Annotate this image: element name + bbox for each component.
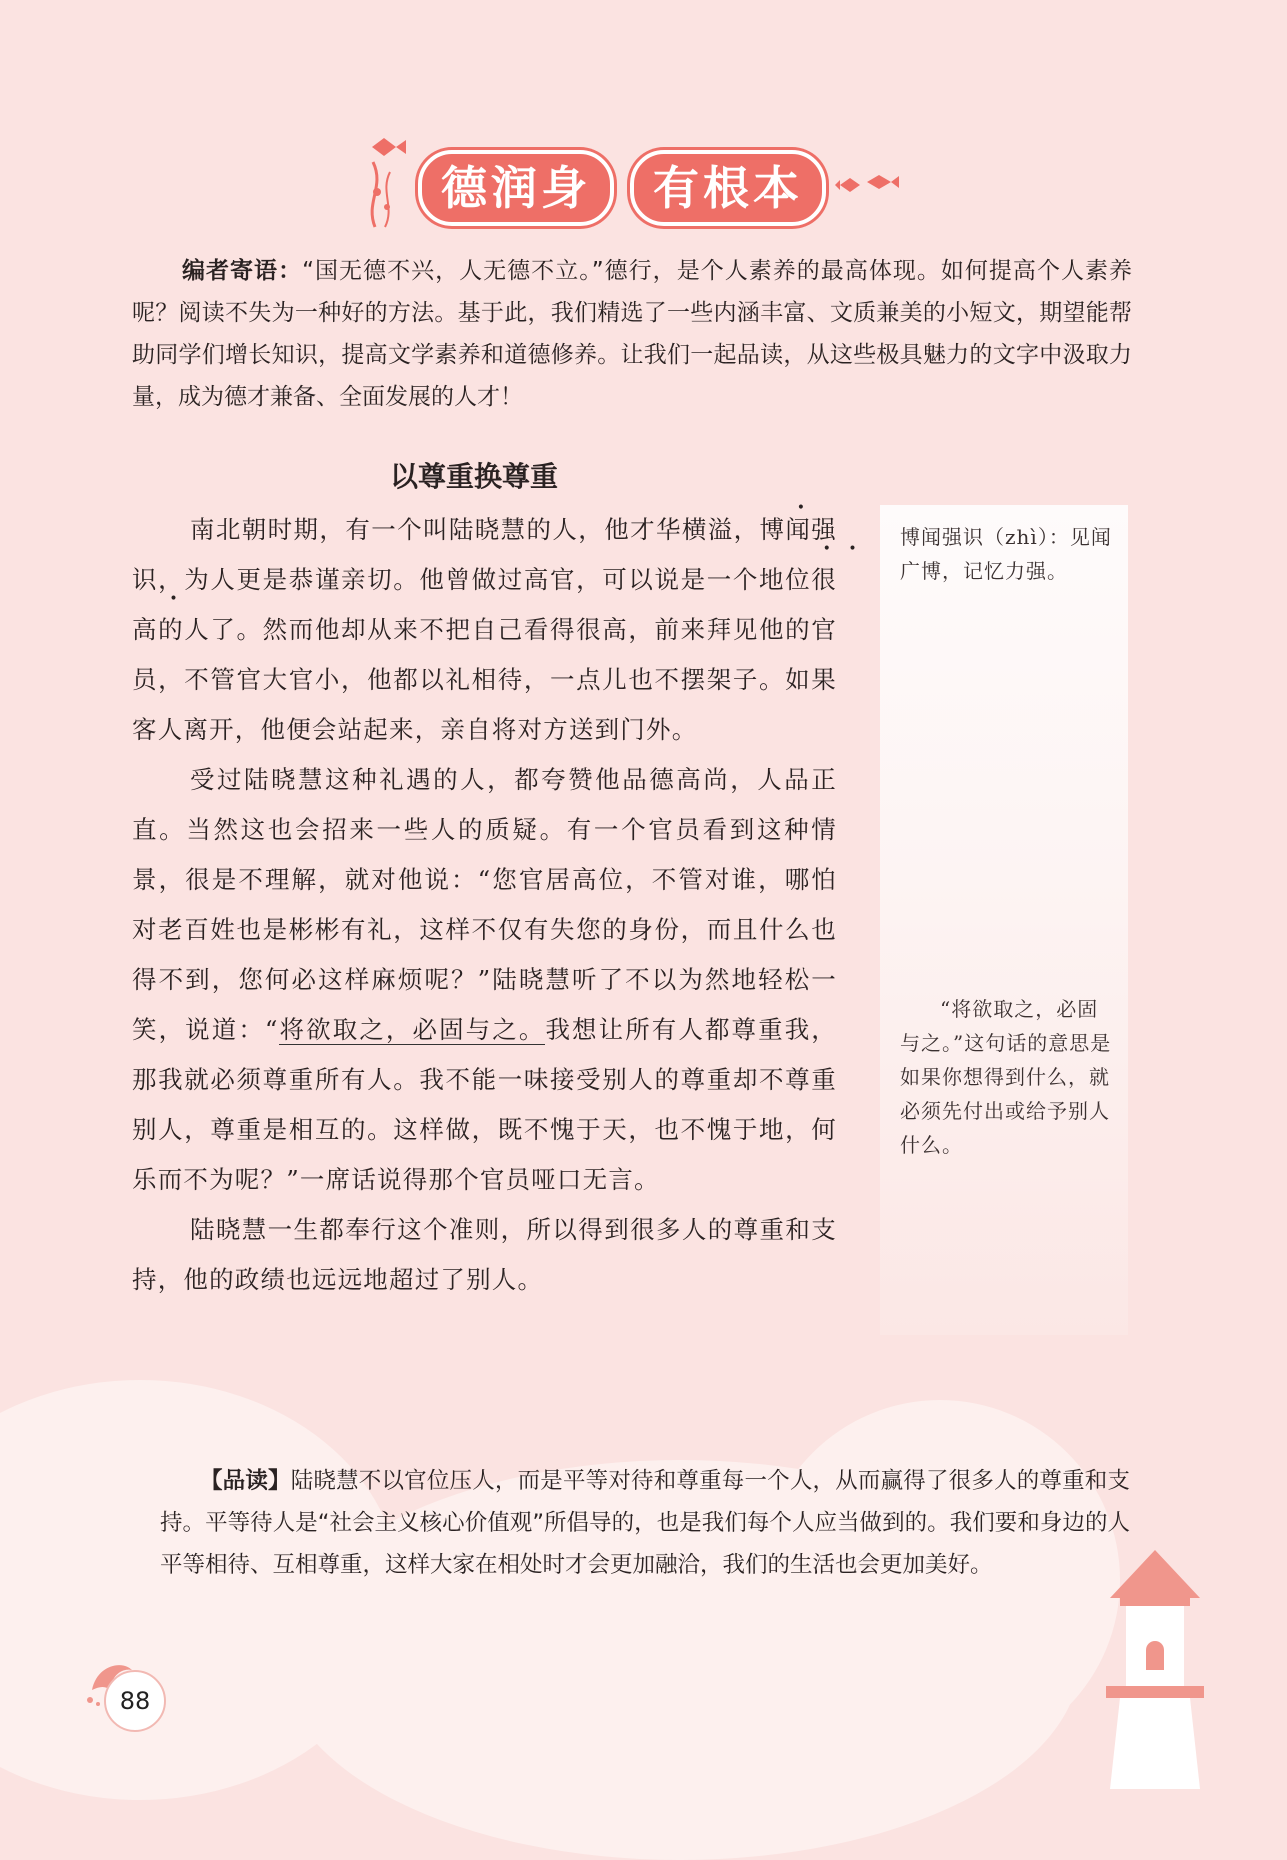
page-header xyxy=(0,150,1287,230)
fish-icon xyxy=(362,132,422,162)
emphasized-char: 强 xyxy=(811,515,837,544)
annotation-note-2: “将欲取之，必固与之。”这句话的意思是如果你想得到什么，就必须先付出或给予别人什么。 xyxy=(900,997,1112,1157)
editor-note xyxy=(132,250,1132,418)
emphasized-char: 识 xyxy=(132,565,159,594)
paragraph-text: 受过陆晓慧这种礼遇的人，都夸赞他品德高尚，人品正直。当然这也会招来一些人的质疑。有一个官员看到这种情景，很是不理解，就对他说：“您官居高位，不管对谁，哪怕对老百姓也是彬彬有礼，这样不仅有失您的身份，而且什么也得不到，您何必这样麻烦呢？”陆晓慧听了不以为然地轻松一笑，说道：“ xyxy=(132,765,837,1044)
reflection-text: 陆晓慧不以官位压人，而是平等对待和尊重每一个人，从而赢得了很多人的尊重和支持。平等待人是“社会主义核心价值观”所倡导的，也是我们每个人应当做到的。我们要和身边的人平等相待、互相尊重，这样大家在相处时才会更加融洽，我们的生活也会更加美好。 xyxy=(160,1468,1130,1578)
article-body xyxy=(132,505,837,1305)
article-paragraph xyxy=(132,755,837,1205)
title-part-1: 德润身 xyxy=(418,150,614,226)
emphasized-char: 博 xyxy=(759,515,786,544)
article-title: 以尊重换尊重 xyxy=(390,460,559,493)
reading-reflection xyxy=(160,1460,1130,1586)
paragraph-text: 我想让所有人都尊重我，那我就必须尊重所有人。我不能一味接受别人的尊重却不尊重别人，尊重是相互的。这样做，既不愧于天，也不愧于地，何乐而不为呢？”一席话说得那个官员哑口无言。 xyxy=(132,1015,838,1194)
annotation-note-1: 博闻强识（zhì）：见闻广博，记忆力强。 xyxy=(900,525,1112,583)
paragraph-text: ，为人更是恭谨亲切。他曾做过高官，可以说是一个地位很高的人了。然而他却从来不把自己看得很高，前来拜见他的官员，不管官大官小，他都以礼相待，一点儿也不摆架子。如果客人离开，他便会站起来，亲自将对方送到门外。 xyxy=(132,565,838,744)
annotation-column xyxy=(880,505,1128,1335)
reflection-label: 【品读】 xyxy=(200,1468,291,1494)
article-paragraph: 陆晓慧一生都奉行这个准则，所以得到很多人的尊重和支持，他的政绩也远远地超过了别人。 xyxy=(132,1215,837,1294)
underlined-quote: 将欲取之，必固与之。 xyxy=(278,1015,546,1044)
title-part-2: 有根本 xyxy=(630,150,826,226)
article-paragraph xyxy=(132,505,837,755)
fish-icon xyxy=(835,170,905,200)
emphasized-char: 闻 xyxy=(785,515,812,544)
editor-note-label: 编者寄语： xyxy=(182,258,303,284)
lighthouse-icon xyxy=(1100,1550,1210,1789)
paragraph-text: 南北朝时期，有一个叫陆晓慧的人，他才华横溢， xyxy=(190,515,760,544)
editor-note-text: “国无德不兴，人无德不立。”德行，是个人素养的最高体现。如何提高个人素养呢？阅读不失为一种好的方法。基于此，我们精选了一些内涵丰富、文质兼美的小短文，期望能帮助同学们增长知识，提高文学素养和道德修养。让我们一起品读，从这些极具魅力的文字中汲取力量，成为德才兼备、全面发展的人才！ xyxy=(132,258,1132,410)
page-number: 88 xyxy=(104,1670,166,1732)
